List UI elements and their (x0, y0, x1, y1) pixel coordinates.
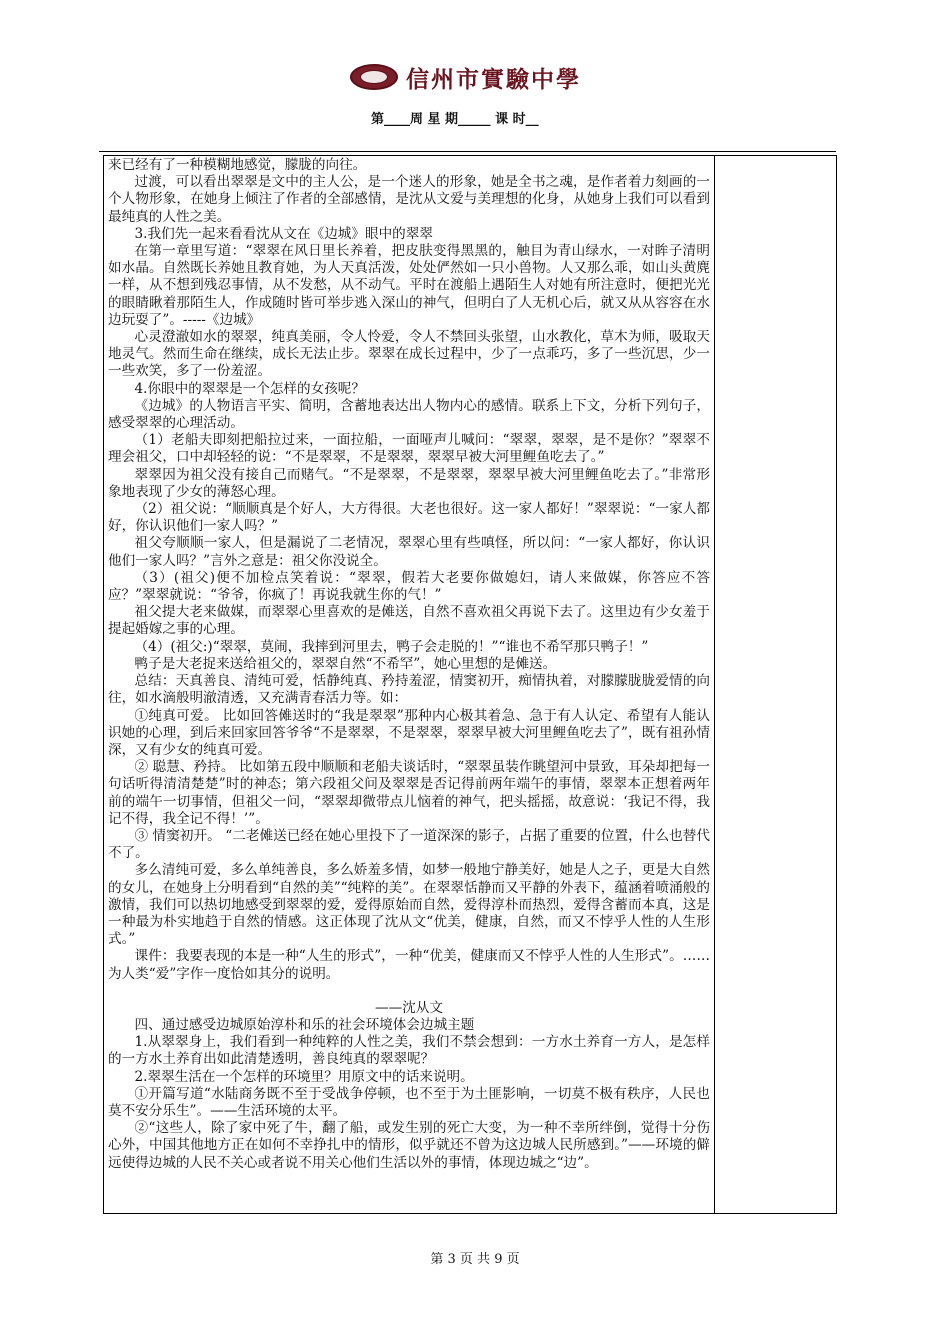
paragraph: 总结：天真善良、清纯可爱，恬静纯真、矜持羞涩，情窦初开，痴情执着，对朦朦胧胧爱情的向往，如水滴般明澈清透，又充满青春活力等。如： (108, 673, 710, 707)
paragraph: 鸭子是大老捉来送给祖父的，翠翠自然“不希罕”，她心里想的是傩送。 (134, 655, 557, 672)
school-logo (350, 64, 670, 93)
paragraph: 翠翠因为祖父没有接自己而赌气。“不是翠翠，不是翠翠，翠翠早被大河里鲤鱼吃去了。”非常形象地表现了少女的薄怒心理。 (108, 466, 710, 500)
week-period-line: 第____周 星 期_____ 课 时__ (371, 112, 539, 127)
paragraph: ② 聪慧、矜持。 比如第五段中顺顺和老船夫谈话时，“翠翠虽装作眺望河中景致，耳朵却把每一句话听得清清楚楚”时的神态；第六段祖父问及翠翠是否记得前两年端午的事情，翠翠本正想着两年前的端午一切事情，但祖父一问，“翠翠却微带点儿恼着的神气，把头摇摇，故意说：‘我记不得，我记不得，我全记不得！’”。 (108, 759, 710, 827)
paragraph: 来已经有了一种模糊地感觉，朦胧的向往。 (108, 157, 367, 173)
header-rule (99, 151, 836, 152)
lesson-content (108, 157, 710, 1172)
paragraph: 课件：我要表现的本是一种“人生的形式”，一种“优美，健康而又不悖乎人性的人生形式”。……为人类“爱”字作一度恰如其分的说明。 (108, 948, 710, 982)
paragraph: ①开篇写道“水陆商务既不至于受战争停顿，也不至于为土匪影响，一切莫不极有秩序，人民也莫不安分乐生”。——生活环境的太平。 (108, 1085, 710, 1119)
school-name: 信州市實驗中學 (406, 66, 581, 93)
paragraph: 心灵澄澈如水的翠翠，纯真美丽，令人怜爱，令人不禁回头张望，山水教化，草木为师，吸取天地灵气。然而生命在继续，成长无法止步。翠翠在成长过程中，少了一点乖巧，多了一些沉思，少一一些欢笑，多了一份羞涩。 (108, 329, 710, 380)
school-emblem-icon (350, 64, 398, 90)
paragraph: ③ 情窦初开。 “二老傩送已经在她心里投下了一道深深的影子，占据了重要的位置，什么也替代不了。 (108, 827, 710, 862)
paragraph: 在第一章里写道：“翠翠在风日里长养着，把皮肤变得黑黑的，触目为青山绿水，一对眸子清明如水晶。自然既长养她且教育她，为人天真活泼，处处俨然如一只小兽物。人又那么乖，如山头黄麂一样，从不想到残忍事情，从不发愁，从不动气。平时在渡船上遇陌生人对她有所注意时，便把光光的眼睛瞅着那陌生人，作成随时皆可举步逃入深山的神气，但明白了人无机心后，就又从从容容在水边玩耍了”。-----《边城》 (108, 243, 710, 328)
paragraph: 祖父夸顺顺一家人，但是漏说了二老情况，翠翠心里有些嗔怪，所以问：“一家人都好，你认识他们一家人吗？”言外之意是：祖父你没说全。 (108, 535, 710, 569)
author-signature: ——沈从文 (375, 999, 443, 1016)
paragraph: （3）(祖父)便不加检点笑着说：“翠翠，假若大老要你做媳妇，请人来做媒，你答应不答应？”翠翠就说：“爷爷，你疯了！再说我就生你的气！” (108, 569, 710, 604)
page-number: 第 3 页 共 9 页 (430, 1252, 520, 1267)
paragraph: 《边城》的人物语言平实、简明，含蓄地表达出人物内心的感情。联系上下文，分析下列句子，感受翠翠的心理活动。 (108, 397, 710, 432)
paragraph: 2.翠翠生活在一个怎样的环境里？用原文中的话来说明。 (134, 1068, 474, 1085)
paragraph: 1.从翠翠身上，我们看到一种纯粹的人性之美，我们不禁会想到：一方水土养育一方人，是怎样的一方水土养育出如此清楚透明，善良纯真的翠翠呢？ (108, 1034, 710, 1068)
paragraph: （4）(祖父:)“翠翠，莫闹，我摔到河里去，鸭子会走脱的！”“谁也不希罕那只鸭子！” (134, 638, 649, 655)
paragraph: （2）祖父说：“顺顺真是个好人，大方得很。大老也很好。这一家人都好！”翠翠说：“一家人都好，你认识他们一家人吗？” (108, 501, 710, 535)
paragraph: （1）老船夫即刻把船拉过来，一面拉船，一面哑声儿喊问：“翠翠，翠翠，是不是你？”翠翠不理会祖父，口中却轻轻的说：“不是翠翠，不是翠翠，翠翠早被大河里鲤鱼吃去了。” (108, 432, 710, 466)
paragraph: 过渡，可以看出翠翠是文中的主人公，是一个迷人的形象，她是全书之魂，是作者着力刻画的一个人物形象，在她身上倾注了作者的全部感情，是沈从文爱与美理想的化身，从她身上我们可以看到最纯真的人性之美。 (108, 174, 710, 225)
paragraph: ②“这些人，除了家中死了牛，翻了船，或发生别的死亡大变，为一种不幸所绊倒，觉得十分伤心外，中国其他地方正在如何不幸挣扎中的情形，似乎就还不曾为这边城人民所感到。”——环境的僻远使得边城的人民不关心或者说不用关心他们生活以外的事情，体现边城之“边”。 (108, 1120, 710, 1171)
paragraph: ①纯真可爱。 比如回答傩送时的“我是翠翠”那种内心极其着急、急于有人认定、希望有人能认识她的心理，到后来回家回答爷爷“不是翠翠，不是翠翠，翠翠早被大河里鲤鱼吃去了”，既有祖孙情深，又有少女的纯真可爱。 (108, 707, 710, 758)
paragraph: 3.我们先一起来看看沈从文在《边城》眼中的翠翠 (134, 225, 433, 242)
paragraph: 多么清纯可爱，多么单纯善良，多么娇羞多情，如梦一般地宁静美好，她是人之子，更是大自然的女儿，在她身上分明看到“自然的美”“纯粹的美”。在翠翠恬静而又平静的外表下，蕴涵着喷涌般的激情，我们可以热切地感受到翠翠的爱，爱得原始而自然，爱得淳朴而热烈，爱得含蓄而本真，这是一种最为朴实地趋于自然的情感。这正体现了沈从文“优美，健康，自然，而又不悖乎人性的人生形式。” (108, 862, 710, 948)
paragraph: 祖父提大老来做媒，而翠翠心里喜欢的是傩送，自然不喜欢祖父再说下去了。这里边有少女羞于提起婚嫁之事的心理。 (108, 604, 710, 638)
paragraph: 4.你眼中的翠翠是一个怎样的女孩呢？ (134, 380, 365, 397)
section-heading: 四、通过感受边城原始淳朴和乐的社会环境体会边城主题 (134, 1016, 475, 1033)
table-column-divider (714, 155, 715, 1214)
